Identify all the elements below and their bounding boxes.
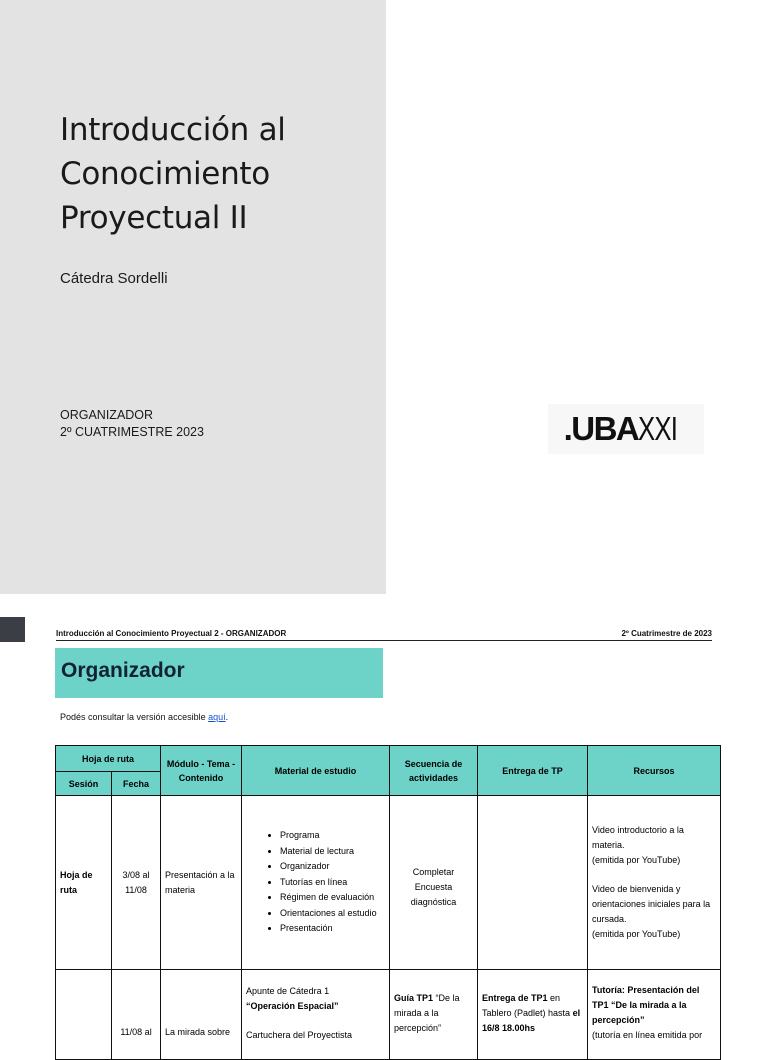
cell-entrega xyxy=(478,796,588,970)
material-text: Cartuchera del Proyectista xyxy=(246,1029,353,1040)
cell-secuencia: Guía TP1 “De la mirada a la percepción” xyxy=(390,970,478,1060)
list-item: • Régimen de evaluación xyxy=(280,890,385,906)
header-material: Material de estudio xyxy=(242,746,390,796)
header-entrega: Entrega de TP xyxy=(478,746,588,796)
recursos-text: (emitida por YouTube) xyxy=(592,929,681,939)
recursos-text: Video de bienvenida y orientaciones iniciales para la cursada. xyxy=(592,884,711,924)
running-header-left: Introducción al Conocimiento Proyectual 2 - ORGANIZADOR xyxy=(56,629,287,638)
page-marker xyxy=(0,617,25,642)
cell-fecha: 3/08 al 11/08 xyxy=(112,796,161,970)
organizer-table xyxy=(55,745,721,1060)
cover-title-line: Introducción al xyxy=(60,112,286,148)
recursos-text: Video introductorio a la materia. xyxy=(592,825,684,850)
table-row xyxy=(56,970,721,1060)
cell-recursos xyxy=(588,796,721,970)
table-row xyxy=(56,796,721,970)
logo-suffix: XXI xyxy=(638,410,678,447)
cover-label-line: 2º CUATRIMESTRE 2023 xyxy=(60,425,204,439)
cover-subtitle: Cátedra Sordelli xyxy=(60,270,168,287)
uba-xxi-logo xyxy=(548,404,704,454)
cell-material xyxy=(242,970,390,1060)
list-item: • Presentación xyxy=(280,921,385,937)
header-modulo: Módulo - Tema - Contenido xyxy=(161,746,242,796)
running-header-right: 2º Cuatrimestre de 2023 xyxy=(621,629,712,638)
cell-entrega: Entrega de TP1 en Tablero (Padlet) hasta el 16/8 18.00hs xyxy=(478,970,588,1060)
cell-fecha: 11/08 al xyxy=(112,970,161,1060)
accessible-version-link[interactable]: aquí xyxy=(208,712,226,722)
list-item: • Material de lectura xyxy=(280,844,385,860)
cell-recursos: Tutoría: Presentación del TP1 “De la mirada a la percepción” (tutoría en línea emitida por xyxy=(588,970,721,1060)
cover-label xyxy=(60,407,204,441)
recursos-text: (emitida por YouTube) xyxy=(592,855,681,865)
cell-sesion: Hoja de ruta xyxy=(56,796,112,970)
header-secuencia: Secuencia de actividades xyxy=(390,746,478,796)
list-item: • Tutorías en línea xyxy=(280,875,385,891)
cell-sesion xyxy=(56,970,112,1060)
cover-panel xyxy=(0,0,386,594)
logo-main: .UBA xyxy=(563,410,639,447)
access-note-suffix: . xyxy=(225,712,229,722)
cover-label-line: ORGANIZADOR xyxy=(60,408,154,422)
header-fecha: Fecha xyxy=(112,772,161,796)
material-text: “Operación Espacial” xyxy=(246,1000,339,1011)
cell-modulo: Presentación a la materia xyxy=(161,796,242,970)
cover-title-line: Proyectual II xyxy=(60,200,248,236)
section-title: Organizador xyxy=(61,659,185,682)
running-header xyxy=(56,629,712,641)
header-sesion: Sesión xyxy=(56,772,112,796)
material-text: Apunte de Cátedra 1 xyxy=(246,985,330,996)
section-title-box xyxy=(55,648,383,698)
list-item: • Orientaciones al estudio xyxy=(280,906,385,922)
cover-title xyxy=(60,108,370,240)
access-note-prefix: Podés consultar la versión accesible xyxy=(60,712,209,722)
cell-secuencia: Completar Encuesta diagnóstica xyxy=(390,796,478,970)
material-list xyxy=(246,828,385,937)
cell-material xyxy=(242,796,390,970)
header-hoja-de-ruta: Hoja de ruta xyxy=(56,746,161,772)
access-note xyxy=(60,712,228,722)
list-item: • Programa xyxy=(280,828,385,844)
cover-title-line: Conocimiento xyxy=(60,156,270,192)
header-recursos: Recursos xyxy=(588,746,721,796)
list-item: • Organizador xyxy=(280,859,385,875)
cell-modulo: La mirada sobre xyxy=(161,970,242,1060)
